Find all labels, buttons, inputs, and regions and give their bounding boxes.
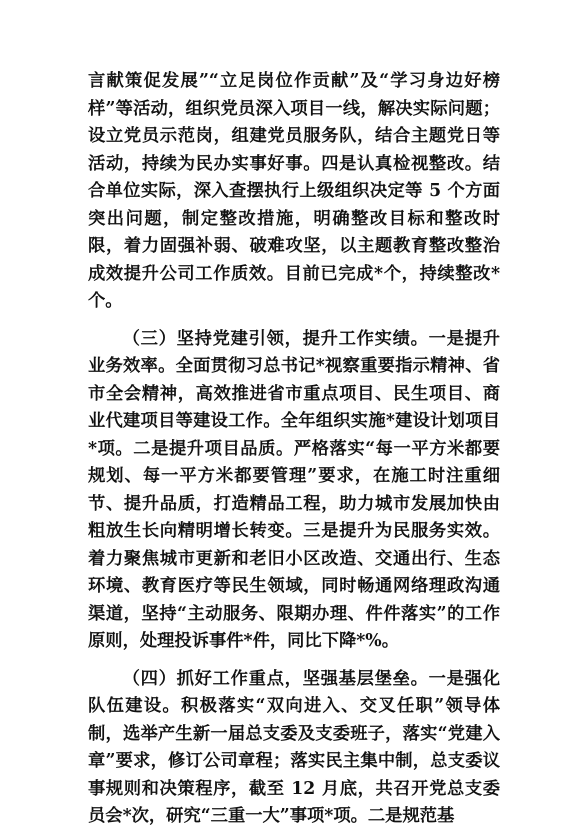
paragraph-3: （四）抓好工作重点，坚强基层堡垒。一是强化队伍建设。积极落实“双向进入、交叉任职”领导体制，选举产生新一届总支委及支委班子，落实“党建入章”要求，修订公司章程；落实民主集中制，总支委议事规则和决策程序，截至 12 月底，共召开党总支委员会*次，研究“三重一大”事项*项。二是规范基 (88, 668, 500, 826)
paragraph-gap (88, 316, 500, 326)
paragraph-gap (88, 656, 500, 666)
paragraph-1: 言献策促发展”“立足岗位作贡献”及“学习身边好榜样”等活动，组织党员深入项目一线，解决实际问题；设立党员示范岗，组建党员服务队，结合主题党日等活动，持续为民办实事好事。四是认真检视整改。结合单位实际，深入查摆执行上级组织决定等 5 个方面突出问题，制定整改措施，明确整改目标和整改时限，着力固强补弱、破难攻坚，以主题教育整改整治成效提升公司工作质效。目前已完成*个，持续整改*个。 (88, 71, 500, 311)
document-body (88, 68, 500, 831)
paragraph-2: （三）坚持党建引领，提升工作实绩。一是提升业务效率。全面贯彻习总书记*视察重要指示精神、省市全会精神，高效推进省市重点项目、民生项目、商业代建项目等建设工作。全年组织实施*建设计划项目*项。二是提升项目品质。严格落实“每一平方米都要规划、每一平方米都要管理”要求，在施工时注重细节、提升品质，打造精品工程，助力城市发展加快由粗放生长向精明增长转变。三是提升为民服务实效。着力聚焦城市更新和老旧小区改造、交通出行、生态环境、教育医疗等民生领域，同时畅通网络理政沟通渠道，坚持“主动服务、限期办理、件件落实”的工作原则，处理投诉事件*件，同比下降*%。 (88, 328, 500, 651)
